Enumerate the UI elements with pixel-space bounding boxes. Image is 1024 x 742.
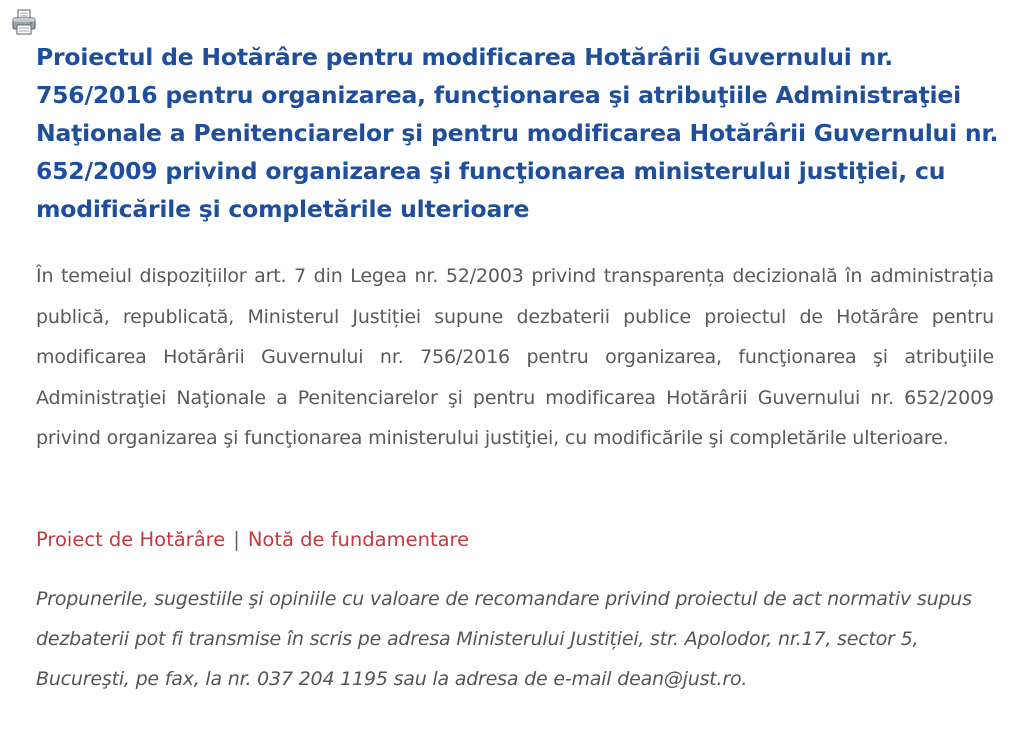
link-separator: | (233, 528, 240, 551)
printer-icon-graphic (10, 8, 38, 36)
draft-decision-link[interactable]: Proiect de Hotărâre (36, 528, 226, 551)
page-title: Proiectul de Hotărâre pentru modificarea Hotărârii Guvernului nr. 756/2016 pentru organizarea, funcţionarea şi atribuţiile Administraţiei Naţionale a Penitenciarelor şi pentru modificarea Hotărârii Guvernului nr. 652/2009 privind organizarea şi funcţionarea ministerului justiţiei, cu modificările şi completările ulterioare (36, 43, 999, 223)
submission-note: Propunerile, sugestiile şi opiniile cu valoare de recomandare privind proiectul de act normativ supus dezbaterii pot fi transmise în scris pe adresa Ministerului Justiției, str. Apolodor, nr.17, sector 5, Bucureşti, pe fax, la nr. 037 204 1195 sau la adresa de e-mail dean@just.ro. (36, 588, 972, 690)
printer-icon[interactable] (10, 8, 38, 36)
explanatory-note-link[interactable]: Notă de fundamentare (247, 528, 470, 551)
document-links (36, 520, 469, 560)
article-body: În temeiul dispozițiilor art. 7 din Legea nr. 52/2003 privind transparența decizională în administrația publică, republicată, Ministerul Justiției supune dezbaterii publice proiectul de Hotărâre pentru modificarea Hotărârii Guvernului nr. 756/2016 pentru organizarea, funcţionarea şi atribuţiile Administraţiei Naţionale a Penitenciarelor şi pentru modificarea Hotărârii Guvernului nr. 652/2009 privind organizarea şi funcţionarea ministerului justiţiei, cu modificările şi completările ulterioare. (36, 265, 994, 449)
